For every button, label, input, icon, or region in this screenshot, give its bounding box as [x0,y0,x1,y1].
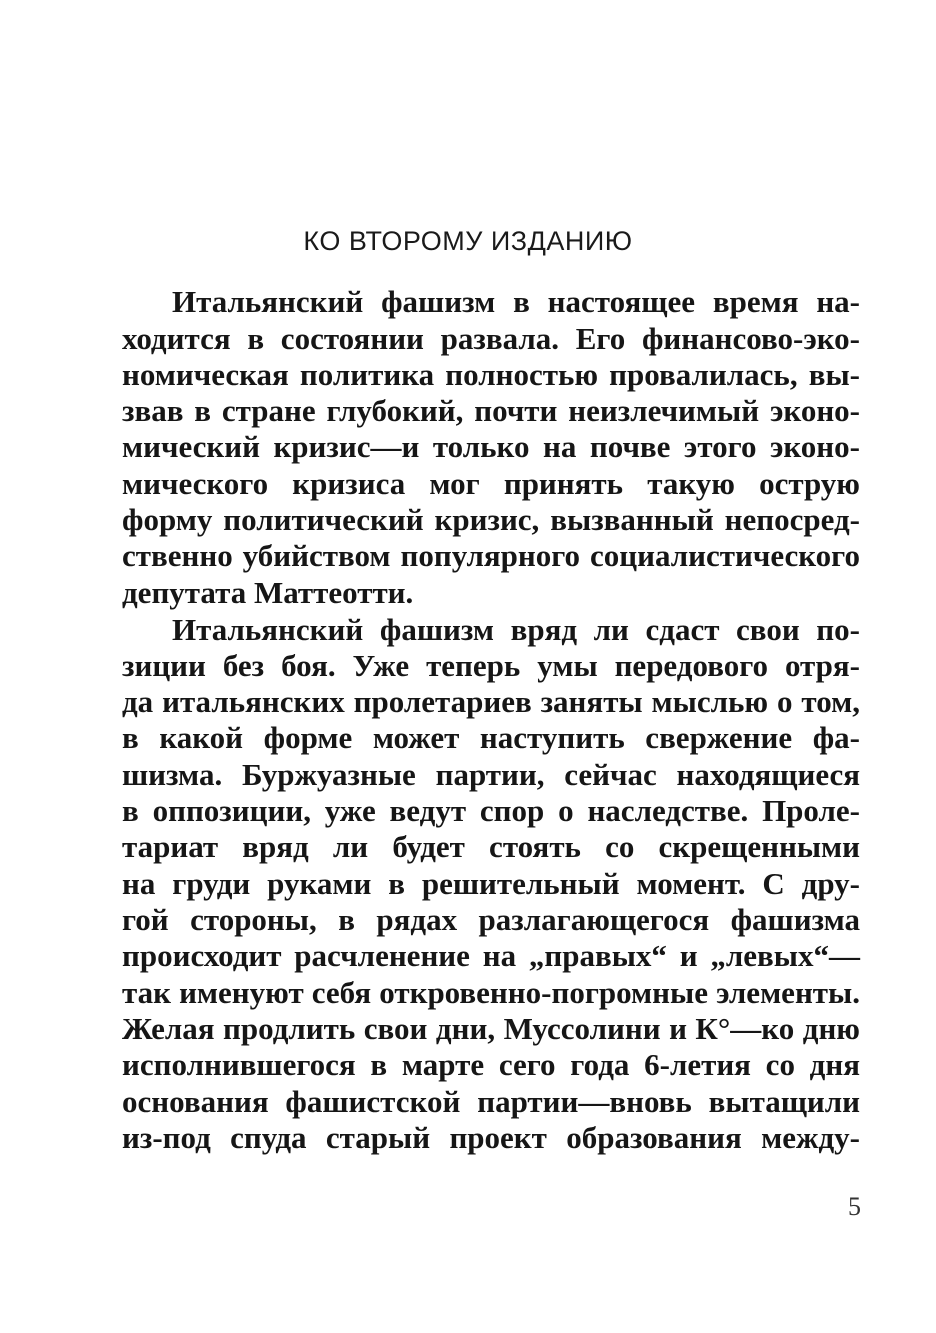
text-line: гой стороны, в рядах разлагающегося фашизма [122,902,860,937]
text-line: да итальянских пролетариев заняты мыслью о том, [122,684,860,719]
section-heading: КО ВТОРОМУ ИЗДАНИЮ [303,226,633,256]
text-line: в оппозиции, уже ведут спор о наследстве. Проле- [122,793,860,828]
text-line: ходится в состоянии развала. Его финансово-эко- [122,321,860,356]
text-line: Итальянский фашизм вряд ли сдаст свои по- [172,612,860,647]
text-line: мический кризис—и только на почве этого эконо- [122,429,860,464]
text-line: из-под спуда старый проект образования между- [122,1120,860,1155]
text-line: происходит расчленение на „правых“ и „левых“— [122,938,860,973]
text-line: на груди руками в решительный момент. С дру- [122,866,860,901]
text-line: Желая продлить свои дни, Муссолини и К°—ко дню [122,1011,860,1046]
text-line: депутата Маттеотти. [122,575,414,610]
text-line: так именуют себя откровенно-погромные элементы. [122,975,860,1010]
text-line: тариат вряд ли будет стоять со скрещенными [122,829,860,864]
text-line: форму политический кризис, вызванный непосред- [122,502,860,537]
text-line: номическая политика полностью провалилась, вы- [122,357,860,392]
page-number: 5 [848,1192,861,1221]
text-line: исполнившегося в марте сего года 6-летия со дня [122,1047,860,1082]
text-line: шизма. Буржуазные партии, сейчас находящиеся [122,757,860,792]
text-line: звав в стране глубокий, почти неизлечимый эконо- [122,393,860,428]
text-line: зиции без боя. Уже теперь умы передового отря- [122,648,860,683]
text-line: мического кризиса мог принять такую острую [122,466,860,501]
text-line: в какой форме может наступить свержение фа- [122,720,860,755]
text-line: основания фашистской партии—вновь вытащили [122,1084,860,1119]
text-line: Итальянский фашизм в настоящее время на- [172,284,860,319]
text-line: ственно убийством популярного социалистического [122,538,860,573]
